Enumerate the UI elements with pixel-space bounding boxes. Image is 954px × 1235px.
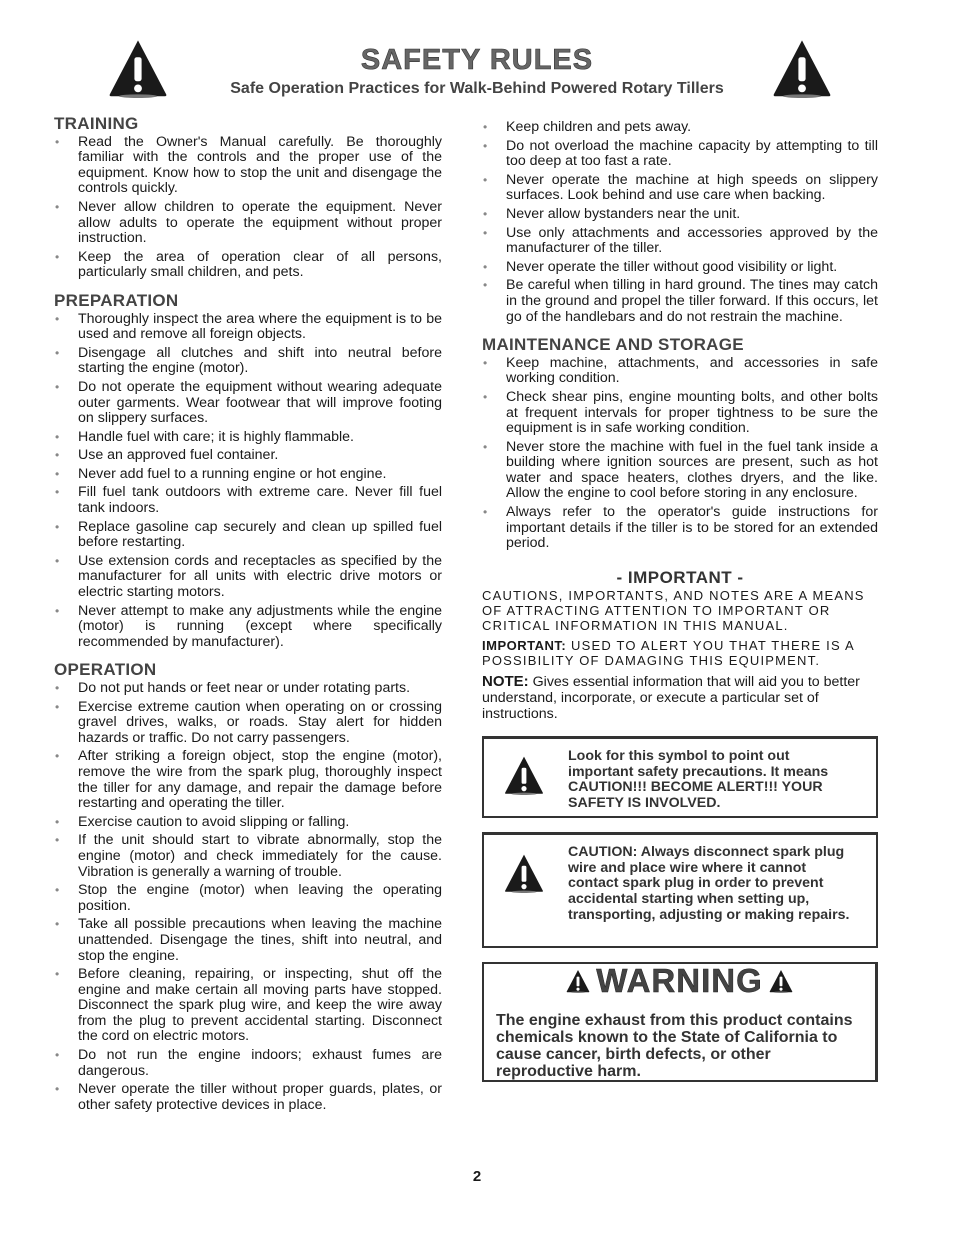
list-item: • Handle fuel with care; it is highly flammable. (55, 428, 354, 445)
bullet-icon: • (55, 699, 60, 714)
bullet-icon: • (55, 1048, 60, 1063)
bullet-icon: • (55, 833, 60, 848)
list-item: • Disengage all clutches and shift into neutral before starting the engine (motor). (55, 344, 442, 377)
list-item: • After striking a foreign object, stop the engine (motor), remove the wire from the spark plug, thoroughly inspect the tiller for any damage, and repair the damage before restarting and operating the tiller. (55, 748, 442, 812)
section-heading-maintenance: MAINTENANCE AND STORAGE (482, 335, 744, 355)
warning-triangle-icon (769, 968, 793, 994)
list-item: • Replace gasoline cap securely and clean up spilled fuel before restarting. (55, 518, 442, 551)
list-item: • Before cleaning, repairing, or inspecting, shut off the engine and make certain all moving parts have stopped. Disconnect the spark plug wire, and keep the wire away from the plug to prevent accidental starting. Disconnect the cord on electric motors. (55, 966, 442, 1045)
list-item: • Do not run the engine indoors; exhaust fumes are dangerous. (55, 1047, 442, 1079)
bullet-icon: • (55, 519, 60, 534)
list-item: • Never attempt to make any adjustments while the engine (motor) is running (except where specifically recommended by manufacturer). (55, 602, 442, 650)
important-definition: IMPORTANT: USED TO ALERT YOU THAT THERE IS A POSSIBILITY OF DAMAGING THIS EQUIPMENT. (482, 638, 855, 668)
bullet-icon: • (55, 917, 60, 932)
bullet-icon: • (483, 206, 488, 221)
bullet-icon: • (55, 199, 60, 214)
list-item: • Do not put hands or feet near or under rotating parts. (55, 680, 411, 696)
list-item: • Stop the engine (motor) when leaving the operating position. (55, 882, 442, 914)
list-item: • Always refer to the operator's guide instructions for important details if the tiller is to be stored for an extended period. (483, 504, 878, 552)
maintenance-list (482, 356, 878, 552)
list-item: • Never operate the tiller without proper guards, plates, or other safety protective devices in place. (55, 1081, 442, 1113)
training-list (54, 135, 442, 281)
bullet-icon: • (55, 249, 60, 264)
list-item: • Never store the machine with fuel in the fuel tank inside a building where ignition sources are present, such as hot water and space heaters, clothes dryers, and the like. Allow the engine to cool before storing in any enclosure. (483, 438, 878, 502)
warning-box (482, 962, 878, 1082)
bullet-icon: • (483, 225, 488, 240)
operation-continued-list (482, 120, 878, 325)
page-header (0, 38, 954, 108)
bullet-icon: • (483, 505, 488, 520)
bullet-icon: • (483, 172, 488, 187)
bullet-icon: • (483, 278, 488, 293)
section-heading-training: TRAINING (54, 114, 139, 133)
operation-list (54, 681, 442, 1113)
list-item: • If the unit should start to vibrate abnormally, stop the engine (motor) and check immediately for the cause. Vibration is generally a warning of trouble. (55, 832, 442, 880)
list-item: • Use extension cords and receptacles as specified by the manufacturer for all units with electric drive motors or electric starting motors. (55, 552, 442, 601)
list-item: • Check shear pins, engine mounting bolts, and other bolts at frequent intervals for proper tightness to be sure the equipment is in safe working condition. (483, 388, 878, 437)
note-definition: NOTE: Gives essential information that will aid you to better understand, incorporate, or execute a particular set of instructions. (482, 673, 860, 722)
list-item: • Exercise caution to avoid slipping or falling. (55, 813, 350, 830)
list-item: • Never allow bystanders near the unit. (483, 205, 741, 222)
bullet-icon: • (55, 448, 60, 463)
list-item: • Exercise extreme caution when operating on or crossing gravel drives, walks, or roads. Stay alert for hidden hazards or traffic. Do not carry passengers. (55, 698, 442, 746)
list-item: • Use only attachments and accessories approved by the manufacturer of the tiller. (483, 224, 878, 257)
bullet-icon: • (483, 439, 488, 454)
page-number: 2 (472, 1168, 482, 1185)
important-label: IMPORTANT: (482, 638, 567, 654)
safety-symbol-text: Look for this symbol to point out important safety precautions. It means CAUTION!!! BECOME ALERT!!! YOUR SAFETY IS INVOLVED. (568, 748, 829, 811)
list-item: • Do not operate the equipment without wearing adequate outer garments. Wear footwear that will improve footing on slippery surfaces. (55, 378, 442, 427)
bullet-icon: • (55, 134, 60, 149)
note-label: NOTE: (482, 673, 529, 691)
important-intro: CAUTIONS, IMPORTANTS, AND NOTES ARE A MEANS OF ATTRACTING ATTENTION TO IMPORTANT OR CRITICAL INFORMATION IN THIS MANUAL. (482, 588, 865, 633)
warning-text: The engine exhaust from this product contains chemicals known to the State of California to cause cancer, birth defects, or other reproductive harm. (496, 1012, 853, 1081)
list-item: • Never operate the tiller without good visibility or light. (483, 258, 838, 275)
bullet-icon: • (55, 466, 60, 481)
important-heading: - IMPORTANT - (616, 567, 744, 587)
bullet-icon: • (55, 749, 60, 764)
bullet-icon: • (55, 681, 60, 695)
bullet-icon: • (483, 355, 488, 370)
list-item: • Keep children and pets away. (483, 119, 692, 135)
warning-triangle-icon (504, 853, 544, 893)
caution-box (482, 832, 878, 948)
right-column (482, 120, 878, 1082)
list-item: • Be careful when tilling in hard ground. The tines may catch in the ground and propel the tiller forward. If this occurs, let go of the handlebars and do not restrain the machine. (483, 277, 878, 325)
page-subtitle: Safe Operation Practices for Walk-Behind Powered Rotary Tillers (230, 80, 724, 97)
caution-text: CAUTION: Always disconnect spark plug wire and place wire where it cannot contact spark plug in order to prevent accidental starting when setting up, transporting, adjusting or making repairs. (568, 844, 850, 923)
bullet-icon: • (483, 259, 488, 274)
list-item: • Fill fuel tank outdoors with extreme care. Never fill fuel tank indoors. (55, 484, 442, 517)
list-item: • Never allow children to operate the equipment. Never allow adults to operate the equipment without proper instruction. (55, 198, 442, 247)
page-title: SAFETY RULES (360, 44, 594, 76)
bullet-icon: • (55, 603, 60, 618)
bullet-icon: • (55, 553, 60, 568)
bullet-icon: • (55, 1082, 60, 1097)
list-item: • Keep the area of operation clear of all persons, particularly small children, and pets. (55, 248, 442, 281)
warning-triangle-icon (772, 38, 832, 98)
bullet-icon: • (55, 429, 60, 444)
list-item: • Use an approved fuel container. (55, 447, 279, 464)
list-item: • Never add fuel to a running engine or hot engine. (55, 465, 387, 482)
warning-triangle-icon (504, 755, 544, 795)
section-heading-preparation: PREPARATION (54, 290, 179, 310)
list-item: • Read the Owner's Manual carefully. Be thoroughly familiar with the controls and the proper use of the equipment. Know how to stop the unit and disengage the controls quickly. (55, 133, 442, 197)
list-item: • Thoroughly inspect the area where the equipment is to be used and remove all foreign objects. (55, 310, 442, 343)
section-heading-operation: OPERATION (54, 660, 157, 680)
bullet-icon: • (483, 389, 488, 404)
bullet-icon: • (483, 138, 488, 153)
bullet-icon: • (55, 311, 60, 326)
bullet-icon: • (55, 379, 60, 394)
bullet-icon: • (55, 883, 60, 898)
warning-heading: WARNING (484, 968, 875, 994)
bullet-icon: • (55, 814, 60, 829)
bullet-icon: • (55, 345, 60, 360)
bullet-icon: • (55, 967, 60, 982)
safety-symbol-box (482, 736, 878, 818)
warning-triangle-icon (566, 968, 590, 994)
left-column (54, 116, 442, 1116)
list-item: • Take all possible precautions when leaving the machine unattended. Disengage the tines, shift into neutral, and stop the engine. (55, 916, 442, 964)
bullet-icon: • (483, 120, 488, 134)
preparation-list (54, 312, 442, 651)
list-item: • Do not overload the machine capacity by attempting to till too deep at too fast a rate. (483, 137, 878, 170)
bullet-icon: • (55, 485, 60, 500)
list-item: • Keep machine, attachments, and accessories in safe working condition. (483, 354, 878, 387)
list-item: • Never operate the machine at high speeds on slippery surfaces. Look behind and use care when backing. (483, 171, 878, 204)
